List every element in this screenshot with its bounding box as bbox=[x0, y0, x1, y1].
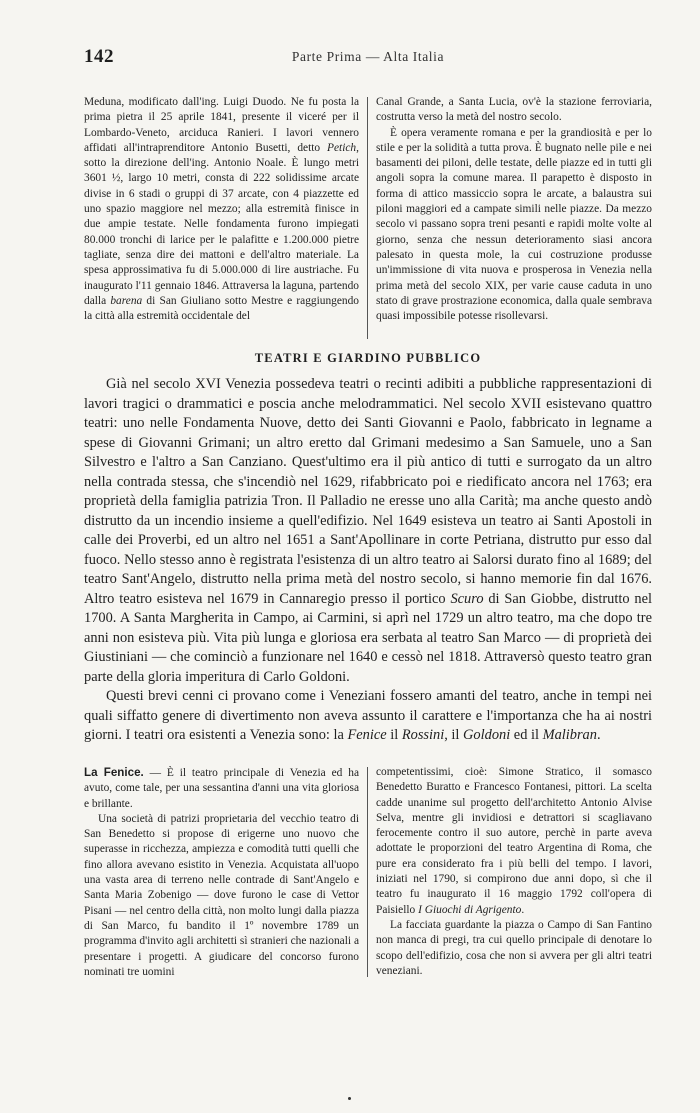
paragraph: La facciata guardante la piazza o Campo di San Fantino non manca di pregi, tra cui quello principale di denotare lo scopo dell'edifizio, cosa che non si avvera per gli altri teatri veneziani. bbox=[376, 918, 652, 977]
paragraph bbox=[84, 375, 652, 687]
text-span: — È il teatro principale di Venezia ed ha avuto, come tale, per una sessantina d'anni una vita gloriosa e brillante. bbox=[84, 767, 359, 810]
text-span: , il bbox=[444, 727, 464, 743]
italic-term: I Giuochi di Agrigento bbox=[418, 903, 522, 916]
text-span: . bbox=[596, 727, 601, 743]
running-head: Parte Prima — Alta Italia bbox=[291, 49, 445, 64]
bottom-left-column bbox=[84, 765, 359, 980]
top-left-column bbox=[84, 95, 359, 324]
page-number: 142 bbox=[84, 46, 114, 67]
paragraph: Canal Grande, a Santa Lucia, ov'è la stazione ferroviaria, costrutta verso la metà del nostro secolo. bbox=[376, 96, 652, 124]
main-body bbox=[84, 375, 652, 746]
bottom-right-column bbox=[376, 765, 652, 979]
page-header bbox=[84, 46, 652, 68]
paragraph: Una società di patrizi proprietaria del vecchio teatro di San Benedetto si propose di erigerne uno nuovo che superasse in ricchezza, ampiezza e comodità tutti quelli che fino allora avevano esistito in Venezia. Acquistata all'uopo una vasta area di terreno nelle contrade di Sant'Angelo e Santa Maria Zobenigo — dove furono le case di Vettor Pisani — nel centro della città, non molto lungi dalla piazza di San Marco, fu bandito il 1º novembre 1789 un programma d'invito agli architetti sì stranieri che nazionali a presentare i progetti. A giudicare del concorso furono nominati tre uomini bbox=[84, 812, 359, 978]
paragraph bbox=[84, 765, 359, 812]
column-divider bbox=[367, 97, 368, 339]
text-span: , sotto la direzione dell'ing. Antonio Noale. È lungo metri 3601 ½, largo 10 metri, consta di 222 solidissime arcate divise in 6 stadi o gruppi di 37 arcate, con 4 piazzette ed uno spazio maggiore nel mezzo; alla estremità finisce in due ampie testate. Nelle fondamenta furono impiegati 80.000 tronchi di larice per le palafitte e 1.200.000 pietre tagliate, senza dire dei mattoni e dell'altro materiale. La spesa approssimativa fu di 5.000.000 di lire austriache. Fu inaugurato l'11 gennaio 1846. Attraversa la laguna, partendo dalla bbox=[84, 141, 359, 307]
entry-heading: La Fenice. bbox=[84, 766, 144, 779]
italic-term: barena bbox=[110, 294, 143, 307]
bridge-paragraph bbox=[84, 95, 359, 324]
text-span: . bbox=[521, 903, 525, 916]
italic-term: Goldoni bbox=[463, 727, 511, 743]
printer-mark bbox=[348, 1097, 351, 1100]
text-span: Meduna, modificato dall'ing. Luigi Duodo. Ne fu posta la prima pietra il 25 aprile 1841, presente il viceré per il Lombardo-Veneto, arciduca Ranieri. I lavori vennero affidati all'intraprenditore Antonio Busetti, detto bbox=[84, 96, 359, 154]
italic-term: Rossini bbox=[401, 727, 445, 743]
text-span: il bbox=[386, 727, 402, 743]
top-right-column bbox=[376, 95, 652, 324]
text-span: Questi brevi cenni ci provano come i Veneziani fossero amanti del teatro, anche in tempi nei quali siffatto genere di divertimento non aveva assunto il carattere e l'importanza che ha ai nostri giorni. I teatri ora esistenti a Venezia sono: la bbox=[84, 688, 652, 743]
italic-term: Malibran bbox=[542, 727, 597, 743]
text-span: ed il bbox=[510, 727, 543, 743]
column-divider bbox=[367, 767, 368, 977]
italic-term: Scuro bbox=[450, 590, 484, 607]
text-span: di San Giobbe, distrutto nel 1700. A Santa Margherita in Campo, ai Carmini, si aprì nel 1729 un altro teatro, ma che dopo tre anni non esisteva più. Vita più lunga e gloriosa era serbata al teatro San Marco — di proprietà dei Giustiniani — che cominciò a funzionare nel 1640 e cessò nel 1818. Attraversò questo teatro gran parte della gloria imperitura di Carlo Goldoni. bbox=[84, 590, 652, 685]
italic-term: Petich bbox=[327, 141, 357, 154]
paragraph bbox=[376, 765, 652, 918]
section-title: TEATRI E GIARDINO PUBBLICO bbox=[254, 351, 482, 365]
italic-term: Fenice bbox=[347, 727, 387, 743]
text-span: Già nel secolo XVI Venezia possedeva teatri o recinti adibiti a pubbliche rappresentazioni di lavori tragici o drammatici e poscia anche melodrammatici. Nel secolo XVII esistevano quattro teatri: uno nelle Fondamenta Nuove, detto dei Santi Giovanni e Paolo, fabbricato in legname a spese di Giovanni Grimani; un altro eretto dal Grimani medesimo a San Samuele, uno a San Silvestro e l'altro a San Canziano. Quest'ultimo era il più antico di tutti e surrogato da un altro nella contrada stessa, che s'incendiò nel 1629, rifabbricato poi e riedificato ancora nel 1763; era proprietà della famiglia patrizia Tron. Il Palladio ne eresse uno alla Carità; ma anche questo andò distrutto da un incendio insieme a quell'edifizio. Nel 1649 esisteva un teatro ai Santi Apostoli in calle dei Proverbi, ed un altro nel 1651 a Sant'Apollinare in corte Petriana, distrutto pur esso dal fuoco. Nello stesso anno è registrata l'esistenza di un altro teatro ai Salorsi durato fino al 1689; del teatro Sant'Angelo, distrutto nella prima metà del nostro secolo, si hanno memorie fin dal 1676. Altro teatro esisteva nel 1679 in Cannaregio presso il portico bbox=[84, 376, 652, 607]
text-span: di San Giuliano sotto Mestre e raggiungendo la città alla estremità occidentale del bbox=[84, 294, 360, 323]
paragraph bbox=[84, 687, 652, 746]
paragraph: È opera veramente romana e per la grandiosità e per lo stile e per la solidità a tutta prova. È bugnato nelle pile e nei basamenti dei piloni, delle testate, delle piazze ed in tutti gli angoli sopra la comune marea. Il parapetto è disposto in forma di attico massiccio sopra le arcate, a balaustra sui piloni maggiori ed a campate simili nelle piazze. Da mezzo secolo vi passano sopra treni pesanti e rapidi molte volte al giorno, senza che nessun deterioramento siasi ancora palesato in questa mole, la cui costruzione produsse un'immissione di vita nuova e prosperosa in Venezia nella prima metà del secolo XIX, per varie cause caduta in uno stato di grave prostrazione economica, dalla quale sembrava quasi impossibile potesse risollevarsi. bbox=[376, 126, 652, 323]
text-span: competentissimi, cioè: Simone Stratico, il somasco Benedetto Buratto e Francesco Fontanesi, pittori. La scelta cadde unanime sul progetto dell'architetto Antonio Alvise Selva, mentre gli invidiosi e detrattori si scagliavano ferocemente contro il suo autore, perchè in parte aveva adottate le proporzioni del teatro Argentina di Roma, che pure era considerato fra i più belli del tempo. I lavori, iniziati nel 1790, si compirono due anni dopo, sì che il teatro fu inaugurato il 16 maggio 1792 coll'opera di Paisiello bbox=[376, 766, 652, 916]
